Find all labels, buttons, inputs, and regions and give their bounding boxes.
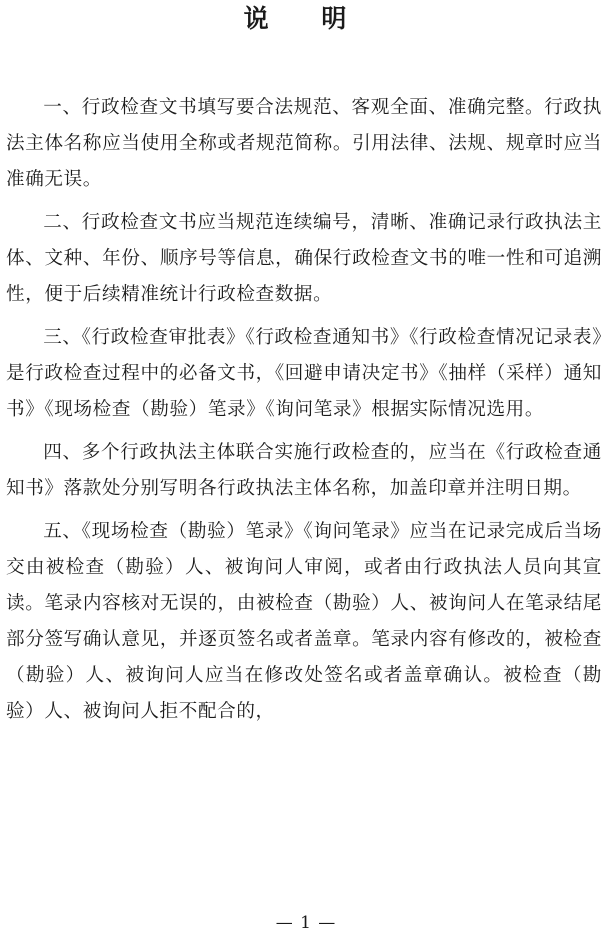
paragraph-2: 二、行政检查文书应当规范连续编号，清晰、准确记录行政执法主体、文种、年份、顺序号等信息，确保行政检查文书的唯一性和可追溯性，便于后续精准统计行政检查数据。 — [6, 212, 602, 305]
page-number: — 1 — — [275, 913, 337, 933]
document-body — [6, 90, 602, 737]
paragraph-4: 四、多个行政执法主体联合实施行政检查的，应当在《行政检查通知书》落款处分别写明各行政执法主体名称，加盖印章并注明日期。 — [6, 442, 602, 499]
paragraph-5: 五、《现场检查（勘验）笔录》《询问笔录》应当在记录完成后当场交由被检查（勘验）人、被询问人审阅，或者由行政执法人员向其宣读。笔录内容核对无误的，由被检查（勘验）人、被询问人在笔录结尾部分签写确认意见，并逐页签名或者盖章。笔录内容有修改的，被检查（勘验）人、被询问人应当在修改处签名或者盖章确认。被检查（勘验）人、被询问人拒不配合的， — [6, 521, 602, 722]
paragraph-3: 三、《行政检查审批表》《行政检查通知书》《行政检查情况记录表》是行政检查过程中的必备文书，《回避申请决定书》《抽样（采样）通知书》《现场检查（勘验）笔录》《询问笔录》根据实际情况选用。 — [6, 327, 602, 420]
page-title: 说 明 — [243, 4, 369, 33]
paragraph-1: 一、行政检查文书填写要合法规范、客观全面、准确完整。行政执法主体名称应当使用全称或者规范简称。引用法律、法规、规章时应当准确无误。 — [6, 97, 602, 190]
